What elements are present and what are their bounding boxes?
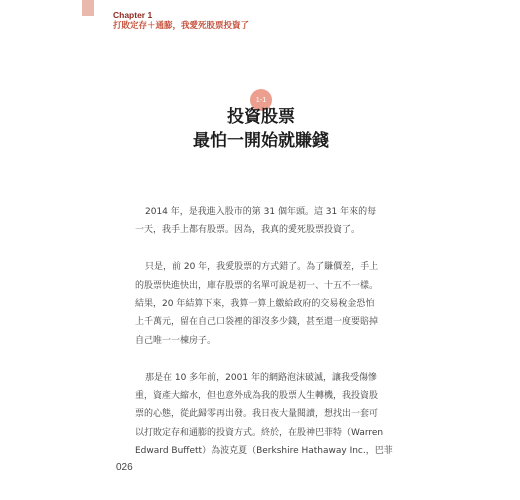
text-line: 只是，前 20 年，我愛股票的方式錯了。為了賺價差，手上: [145, 262, 379, 273]
section-title-line2: 最怕一開始就賺錢: [193, 131, 329, 151]
text-line: 票的心態，從此歸零再出發。我日夜大量閱讀，想找出一套可: [135, 409, 379, 420]
text-line: 一天，我手上都有股票。因為，我真的愛死股票投資了。: [135, 225, 361, 236]
text-line: 結果，20 年結算下來，我算一算上繳給政府的交易稅金恐怕: [135, 299, 375, 310]
text-line: 2014 年，是我進入股市的第 31 個年頭。這 31 年來的每: [145, 207, 377, 217]
text-line: 以打敗定存和通膨的投資方式。終於，在股神巴菲特（Warren: [135, 427, 384, 438]
text-line: Edward Buffett）為波克夏（Berkshire Hathaway Inc.，巴菲: [135, 446, 393, 457]
text-line: 自己唯一一棟房子。: [135, 335, 217, 346]
chapter-tab-marker: [82, 0, 94, 16]
paragraph-2: [135, 258, 391, 350]
section-title-line1: 投資股票: [227, 107, 295, 127]
paragraph-1: [135, 203, 391, 240]
text-line: 那是在 10 多年前，2001 年的網路泡沫破滅，讓我受傷慘: [145, 372, 377, 383]
body-text: [135, 203, 391, 479]
page-number: 026: [116, 462, 133, 473]
section-number-badge: 1-1: [250, 89, 272, 111]
paragraph-3: [135, 369, 391, 461]
text-line: 上千萬元，留在自己口袋裡的卻沒多少錢，甚至還一度要賠掉: [135, 317, 379, 328]
chapter-label: Chapter 1: [113, 10, 153, 20]
text-line: 的股票快進快出，庫存股票的名單可說是初一、十五不一樣。: [135, 280, 379, 291]
text-line: 重，資產大縮水，但也意外成為我的股票人生轉機，我投資股: [135, 391, 379, 402]
chapter-subtitle: 打敗定存＋通膨，我愛死股票投資了: [113, 21, 250, 31]
